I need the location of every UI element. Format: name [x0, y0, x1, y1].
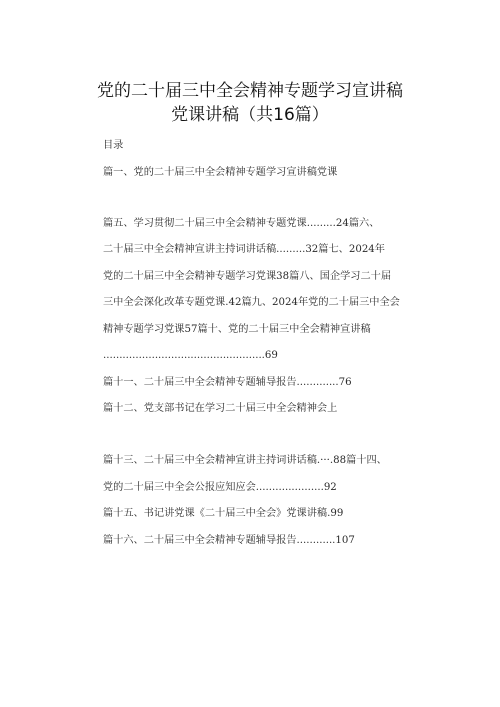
toc-entry-dots: ..................................................69	[103, 350, 278, 361]
toc-entry: 三中全会深化改革专题党课.42篇九、2024年党的二十届三中全会	[103, 297, 400, 308]
toc-entry: 篇一、党的二十届三中全会精神专题学习宣讲稿党课	[103, 167, 338, 178]
title-line-1: 党的二十届三中全会精神专题学习宣讲稿	[97, 81, 403, 101]
title-line-2: 党课讲稿（共16篇）	[171, 105, 329, 125]
toc-entry: 篇十六、二十届三中全会精神专题辅导报告............107	[103, 535, 355, 546]
toc-entry: 篇十二、党支部书记在学习二十届三中全会精神会上	[103, 403, 338, 414]
toc-entry: 篇十一、二十届三中全会精神专题辅导报告.............76	[103, 377, 352, 388]
toc-heading: 目录	[103, 140, 124, 151]
toc-entry: 篇五、学习贯彻二十届三中全会精神专题党课.........24篇六、	[103, 218, 380, 229]
toc-entry: 党的二十届三中全会精神专题学习党课38篇八、国企学习二十届	[103, 271, 392, 282]
toc-entry: 篇十五、书记讲党课《二十届三中全会》党课讲稿.99	[103, 508, 344, 519]
toc-entry: 精神专题学习党课57篇十、党的二十届三中全会精神宣讲稿	[103, 324, 371, 335]
toc-entry: 党的二十届三中全会公报应知应会.....................92	[103, 482, 337, 493]
toc-entry: 篇十三、二十届三中全会精神宣讲主持词讲话稿.···.88篇十四、	[103, 455, 387, 466]
toc-entry: 二十届三中全会精神宣讲主持词讲话稿.........32篇七、2024年	[103, 244, 385, 255]
